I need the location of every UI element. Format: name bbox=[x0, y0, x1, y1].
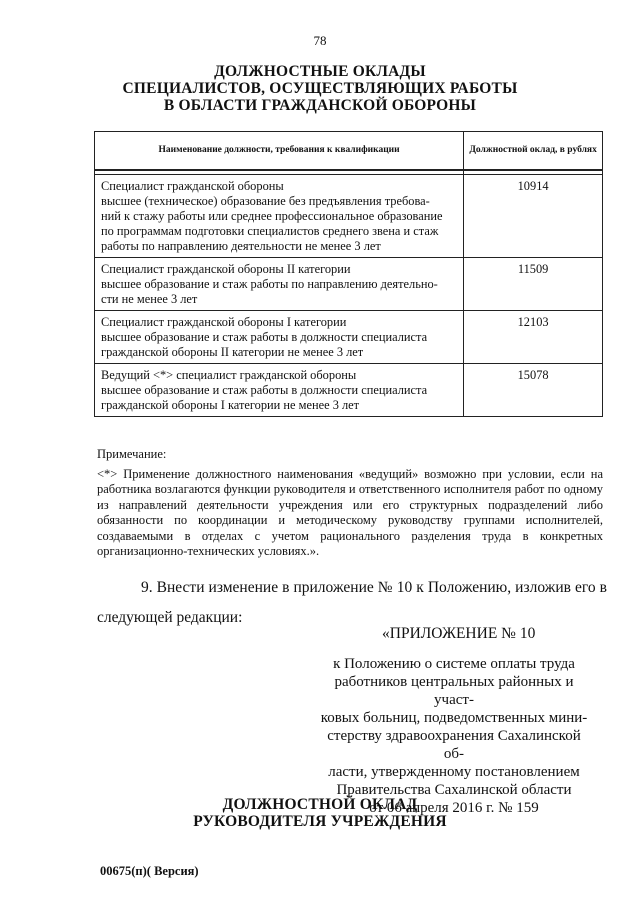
column-header-position: Наименование должности, требования к квалификации bbox=[95, 132, 464, 171]
appendix-line: от 06 апреля 2016 г. № 159 bbox=[369, 800, 539, 816]
table-row bbox=[95, 258, 603, 311]
appendix-line: к Положению о системе оплаты труда bbox=[333, 656, 575, 672]
table-row bbox=[95, 311, 603, 364]
appendix-heading: «ПРИЛОЖЕНИЕ № 10 bbox=[382, 625, 536, 642]
appendix-line: стерству здравоохранения Сахалинской об- bbox=[327, 728, 581, 762]
position-description bbox=[95, 311, 464, 364]
appendix-reference bbox=[318, 655, 590, 817]
desc-line: Специалист гражданской обороны bbox=[101, 179, 284, 193]
table-row bbox=[95, 175, 603, 258]
salary-value: 12103 bbox=[464, 311, 603, 364]
note-text: <*> Применение должностного наименования «ведущий» возможно при условии, если на работника возлагаются функции руководителя и ответственного исполнителя работ по одному из направлений деятельности учреждения или его структурных подразделений либо обязанности по координации и методическому руководству группами исполнителей, создаваемыми в отделах с учетом рационального разделения труда в конкретных организационно-технических условиях.». bbox=[97, 467, 603, 559]
table-header-row bbox=[95, 132, 603, 171]
title-line: В ОБЛАСТИ ГРАЖДАНСКОЙ ОБОРОНЫ bbox=[163, 97, 477, 114]
appendix-line: Правительства Сахалинской области bbox=[336, 782, 572, 798]
title-line: ДОЛЖНОСТНЫЕ ОКЛАДЫ bbox=[214, 63, 426, 80]
appendix-line: ковых больниц, подведомственных мини- bbox=[320, 710, 588, 726]
appendix-line: работников центральных районных и участ- bbox=[334, 674, 574, 708]
title-line: РУКОВОДИТЕЛЯ УЧРЕЖДЕНИЯ bbox=[193, 813, 447, 830]
amendment-paragraph: 9. Внести изменение в приложение № 10 к Положению, изложив его в следующей редакции: bbox=[97, 579, 607, 626]
desc-line: высшее (техническое) образование без предъявления требова- bbox=[101, 194, 430, 208]
title-line: СПЕЦИАЛИСТОВ, ОСУЩЕСТВЛЯЮЩИХ РАБОТЫ bbox=[122, 80, 518, 97]
position-description bbox=[95, 364, 464, 417]
desc-line: гражданской обороны I категории не менее 3 лет bbox=[101, 398, 360, 412]
column-header-salary: Должностной оклад, в рублях bbox=[464, 132, 603, 171]
desc-line: по программам подготовки специалистов среднего звена и стаж bbox=[101, 224, 439, 238]
salary-table bbox=[94, 131, 603, 417]
desc-line: Специалист гражданской обороны I категории bbox=[101, 315, 347, 329]
appendix-line: ласти, утвержденному постановлением bbox=[328, 764, 580, 780]
salary-value: 10914 bbox=[464, 175, 603, 258]
desc-line: Ведущий <*> специалист гражданской обороны bbox=[101, 368, 357, 382]
desc-line: работы по направлению деятельности не менее 3 лет bbox=[101, 239, 381, 253]
desc-line: ний к стажу работы или среднее профессиональное образование bbox=[101, 209, 443, 223]
title-line: ДОЛЖНОСТНОЙ ОКЛАД bbox=[222, 796, 418, 813]
document-footer: 00675(п)( Версия) bbox=[100, 864, 199, 878]
table-row bbox=[95, 364, 603, 417]
desc-line: высшее образование и стаж работы в должности специалиста bbox=[101, 383, 428, 397]
desc-line: высшее образование и стаж работы в должности специалиста bbox=[101, 330, 428, 344]
position-description bbox=[95, 175, 464, 258]
note-label: Примечание: bbox=[97, 447, 167, 461]
page-number: 78 bbox=[313, 33, 327, 48]
document-title bbox=[0, 63, 640, 114]
salary-value: 15078 bbox=[464, 364, 603, 417]
section-title bbox=[0, 796, 640, 830]
desc-line: сти не менее 3 лет bbox=[101, 292, 198, 306]
salary-value: 11509 bbox=[464, 258, 603, 311]
desc-line: высшее образование и стаж работы по направлению деятельно- bbox=[101, 277, 438, 291]
desc-line: гражданской обороны II категории не менее 3 лет bbox=[101, 345, 364, 359]
position-description bbox=[95, 258, 464, 311]
desc-line: Специалист гражданской обороны II категории bbox=[101, 262, 351, 276]
